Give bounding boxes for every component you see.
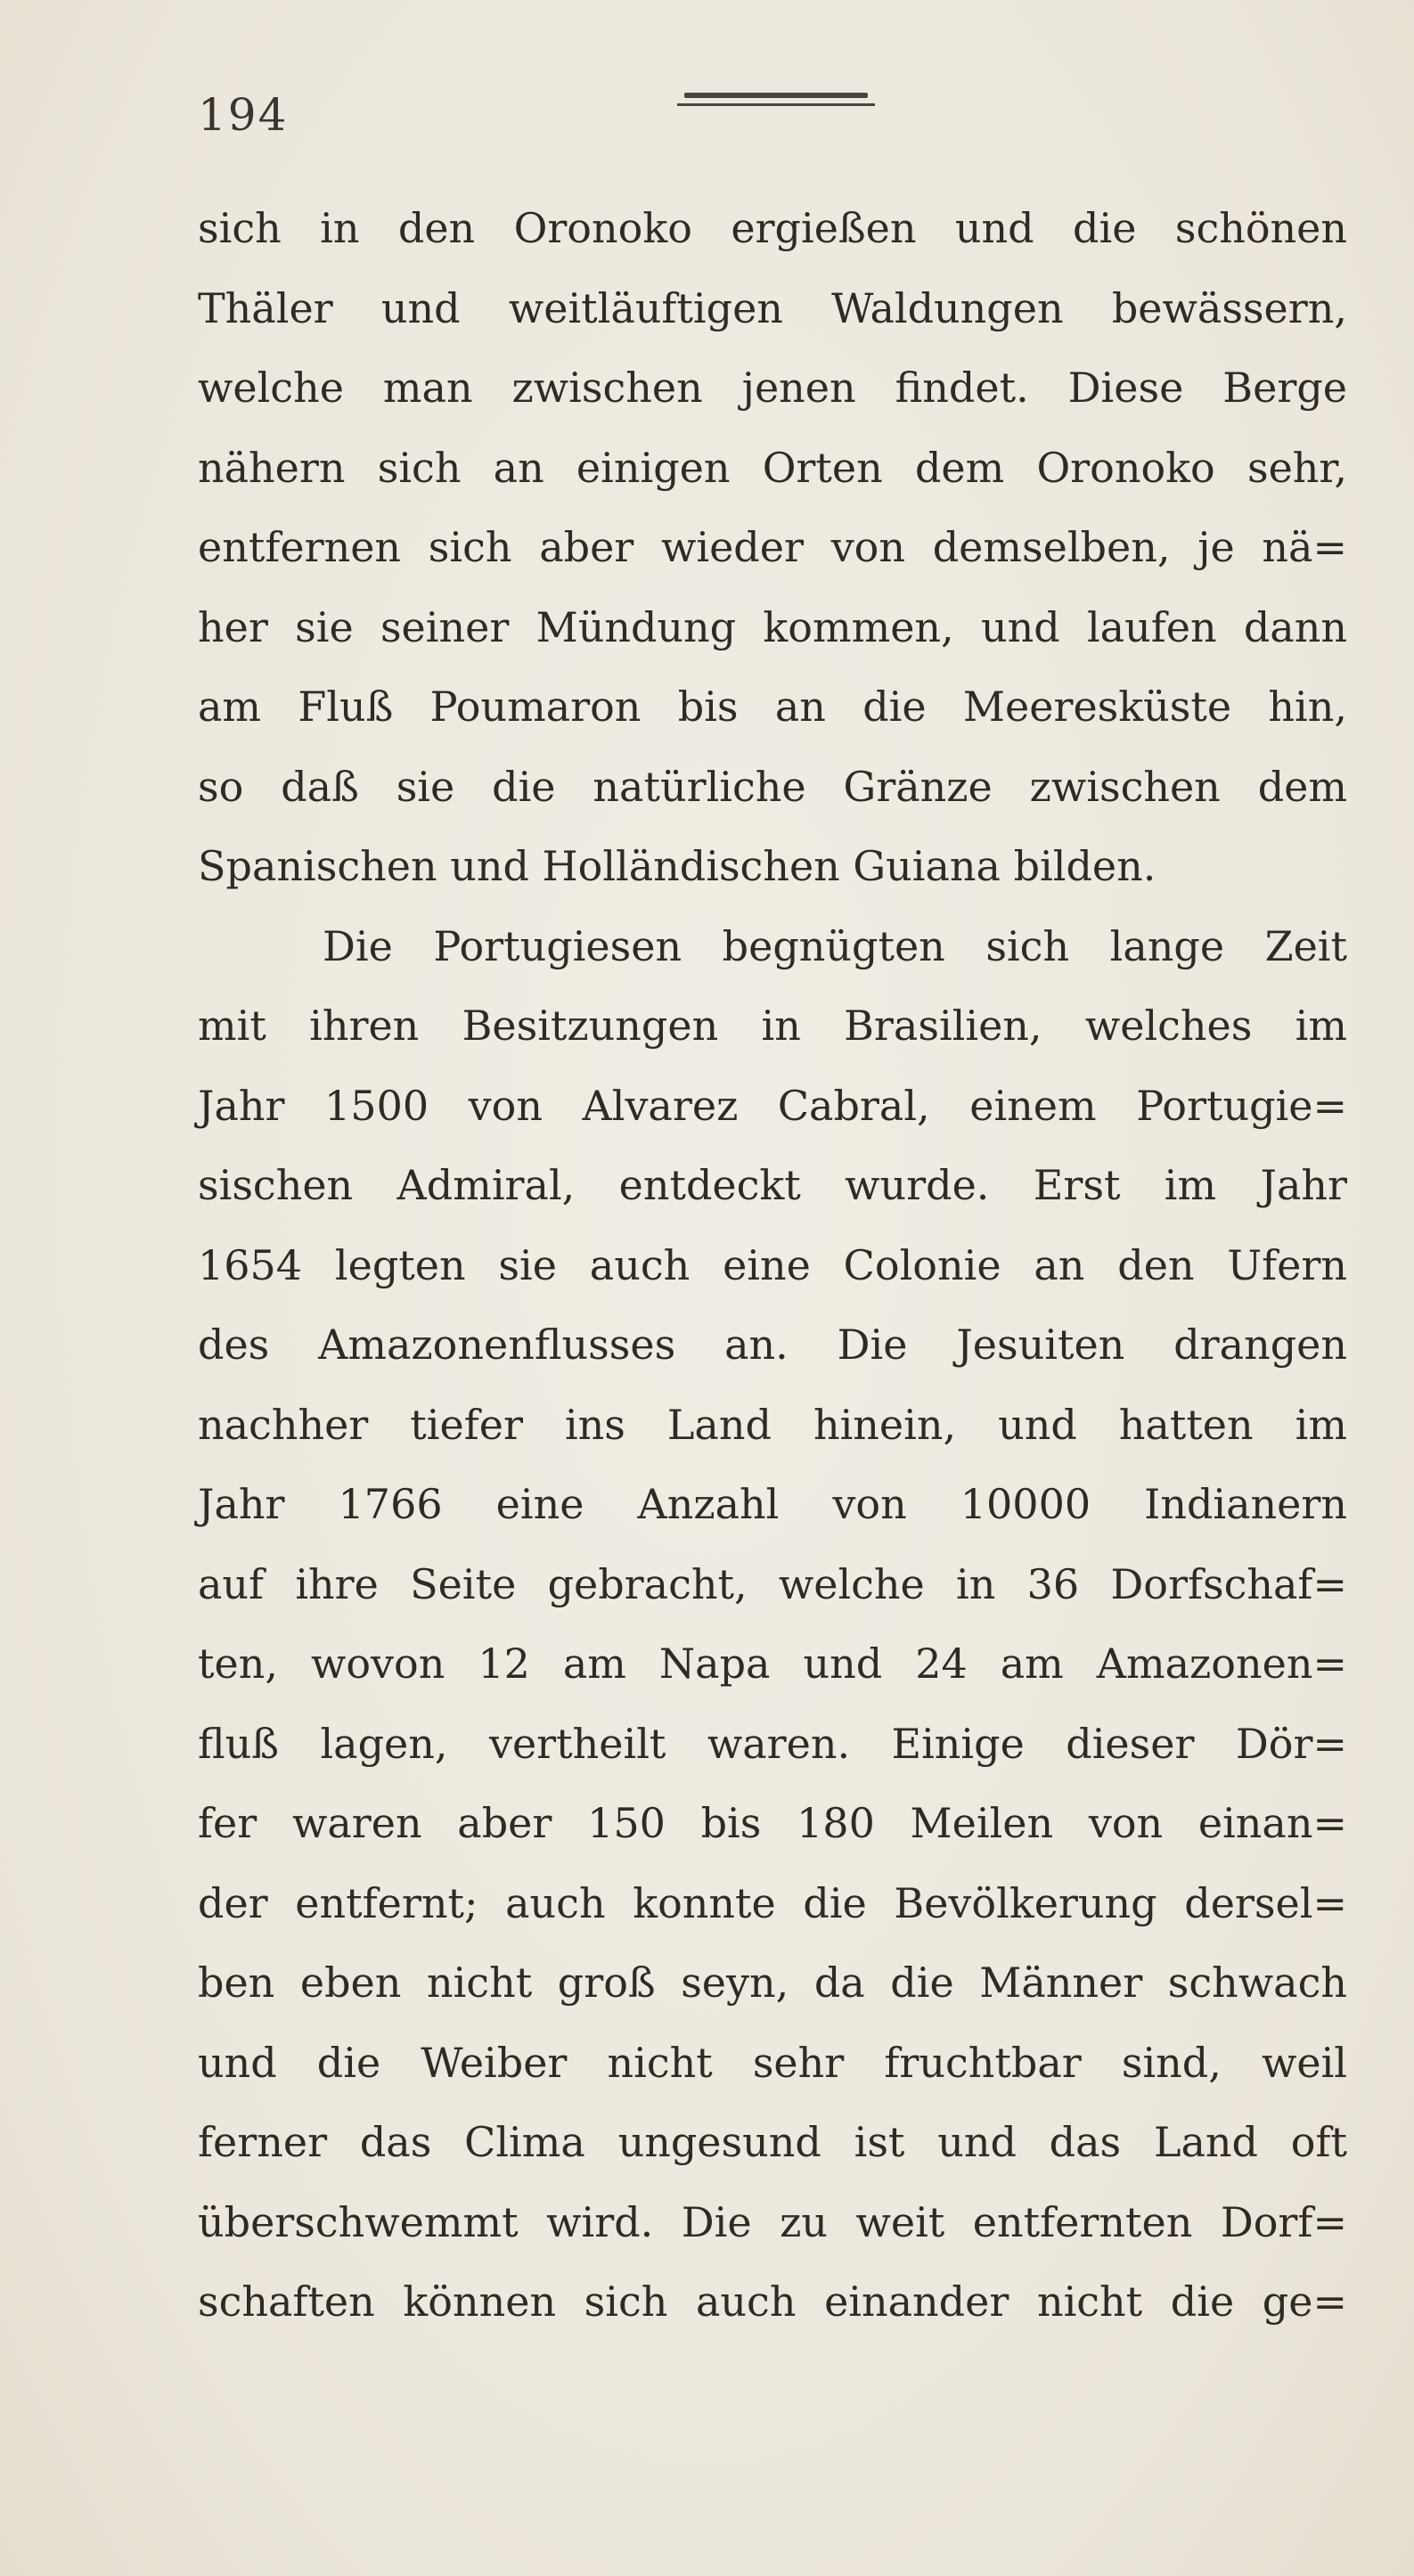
text-line: ben eben nicht groß seyn, da die Männer schwach	[198, 1959, 1347, 2007]
ornament-bar-bottom	[677, 103, 875, 106]
text-line: der entfernt; auch konnte die Bevölkerung dersel=	[198, 1878, 1347, 1927]
page-number: 194	[198, 89, 289, 141]
text-line: und die Weiber nicht sehr fruchtbar sind, weil	[198, 2038, 1347, 2087]
text-line: ferner das Clima ungesund ist und das Land oft	[198, 2118, 1347, 2166]
text-line: schaften können sich auch einander nicht die ge=	[198, 2278, 1347, 2326]
text-line: nähern sich an einigen Orten dem Oronoko sehr,	[198, 443, 1347, 492]
text-line: am Fluß Poumaron bis an die Meeresküste hin,	[198, 683, 1347, 731]
text-line: fluß lagen, vertheilt waren. Einige dieser Dör=	[198, 1719, 1347, 1768]
text-line: auf ihre Seite gebracht, welche in 36 Dorfschaf=	[198, 1559, 1347, 1608]
text-line: entfernen sich aber wieder von demselben, je nä=	[198, 523, 1347, 571]
text-line: ten, wovon 12 am Napa und 24 am Amazonen=	[198, 1640, 1347, 1688]
text-line: überschwemmt wird. Die zu weit entfernten Dorf=	[198, 2197, 1347, 2246]
text-line: mit ihren Besitzungen in Brasilien, welches im	[198, 1002, 1347, 1050]
text-line: nachher tiefer ins Land hinein, und hatten im	[198, 1400, 1347, 1449]
text-line: her sie seiner Mündung kommen, und laufen dann	[198, 602, 1347, 651]
body-text	[198, 189, 1347, 2343]
text-line: Jahr 1766 eine Anzahl von 10000 Indianern	[198, 1480, 1347, 1528]
text-line: sischen Admiral, entdeckt wurde. Erst im Jahr	[198, 1161, 1347, 1209]
text-line: Thäler und weitläuftigen Waldungen bewässern,	[198, 283, 1347, 332]
text-line: Spanischen und Holländischen Guiana bilden.	[198, 842, 1157, 890]
header-ornament	[677, 93, 875, 110]
text-line: 1654 legten sie auch eine Colonie an den Ufern	[198, 1240, 1347, 1289]
ornament-bar-top	[684, 93, 868, 98]
text-line: Jahr 1500 von Alvarez Cabral, einem Portugie=	[198, 1081, 1347, 1130]
text-line: so daß sie die natürliche Gränze zwischen dem	[198, 762, 1347, 811]
text-line: Die Portugiesen begnügten sich lange Zeit	[323, 921, 1347, 970]
text-line: sich in den Oronoko ergießen und die schönen	[198, 204, 1347, 252]
text-line: des Amazonenflusses an. Die Jesuiten drangen	[198, 1321, 1347, 1369]
text-line: fer waren aber 150 bis 180 Meilen von einan=	[198, 1799, 1347, 1847]
text-line: welche man zwischen jenen findet. Diese Berge	[198, 364, 1347, 412]
